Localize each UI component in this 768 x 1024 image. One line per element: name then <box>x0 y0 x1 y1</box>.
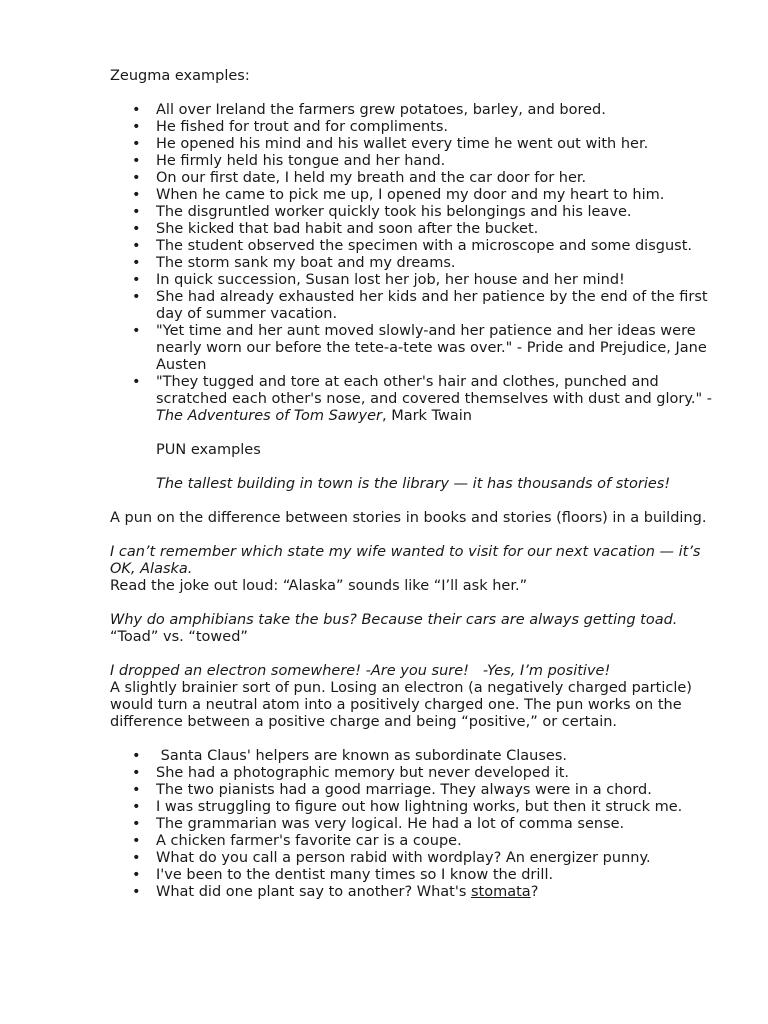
pun-example-4: I dropped an electron somewhere! -Are you sure! -Yes, I’m positive! <box>110 663 611 679</box>
list-item <box>156 374 728 425</box>
pun-explanation-1: A pun on the difference between stories in books and stories (floors) in a building. <box>110 510 707 526</box>
list-item: • The grammarian was very logical. He had a lot of comma sense. <box>156 816 728 833</box>
pun-explanation-4: A slightly brainier sort of pun. Losing an electron (a negatively charged particle) would turn a neutral atom into a positively charged one. The pun works on the difference between a positive charge and being “positive,” or certain. <box>110 680 692 730</box>
list-item: • The disgruntled worker quickly took his belongings and his leave. <box>156 204 728 221</box>
twain-title: The Adventures of Tom Sawyer <box>156 408 382 424</box>
list-item: • When he came to pick me up, I opened my door and my heart to him. <box>156 187 728 204</box>
list-item: • I was struggling to figure out how lightning works, but then it struck me. <box>156 799 728 816</box>
list-item: • The storm sank my boat and my dreams. <box>156 255 728 272</box>
list-item: • I've been to the dentist many times so I know the drill. <box>156 867 728 884</box>
list-item: • She had a photographic memory but never developed it. <box>156 765 728 782</box>
pun-example-3: Why do amphibians take the bus? Because their cars are always getting toad. <box>110 612 678 628</box>
twain-quote: "They tugged and tore at each other's hair and clothes, punched and scratched each other's nose, and covered themselves with dust and glory." - <box>156 374 712 407</box>
list-item: • He fished for trout and for compliments. <box>156 119 728 136</box>
list-item: • All over Ireland the farmers grew potatoes, barley, and bored. <box>156 102 728 119</box>
zeugma-list <box>110 102 728 425</box>
pun-explanation-2: Read the joke out loud: “Alaska” sounds like “I’ll ask her.” <box>110 578 528 594</box>
list-item: • She kicked that bad habit and soon after the bucket. <box>156 221 728 238</box>
twain-author: , Mark Twain <box>381 408 472 424</box>
list-item: • The student observed the specimen with a microscope and some disgust. <box>156 238 728 255</box>
zeugma-heading: Zeugma examples: <box>110 68 250 84</box>
stomata-link[interactable]: stomata <box>471 884 531 900</box>
list-item <box>156 884 728 901</box>
list-item: • The two pianists had a good marriage. They always were in a chord. <box>156 782 728 799</box>
list-item: • "Yet time and her aunt moved slowly-and her patience and her ideas were nearly worn our before the tete-a-tete was over." - Pride and Prejudice, Jane Austen <box>156 323 728 374</box>
pun-heading: PUN examples <box>156 442 261 458</box>
pun-list <box>110 748 728 901</box>
list-item: • She had already exhausted her kids and her patience by the end of the first day of summer vacation. <box>156 289 728 323</box>
last-item-suffix: ? <box>530 884 539 900</box>
list-item: • In quick succession, Susan lost her job, her house and her mind! <box>156 272 728 289</box>
pun-example-1: The tallest building in town is the library — it has thousands of stories! <box>156 476 671 492</box>
list-item: • He opened his mind and his wallet every time he went out with her. <box>156 136 728 153</box>
last-item-prefix: What did one plant say to another? What's <box>156 884 471 900</box>
list-item: • On our first date, I held my breath and the car door for her. <box>156 170 728 187</box>
list-item: • What do you call a person rabid with wordplay? An energizer punny. <box>156 850 728 867</box>
pun-example-2: I can’t remember which state my wife wanted to visit for our next vacation — it’s OK, Alaska. <box>110 544 701 577</box>
pun-explanation-3: “Toad” vs. “towed” <box>110 629 248 645</box>
list-item: • A chicken farmer's favorite car is a coupe. <box>156 833 728 850</box>
list-item: • He firmly held his tongue and her hand. <box>156 153 728 170</box>
list-item: • Santa Claus' helpers are known as subordinate Clauses. <box>156 748 728 765</box>
